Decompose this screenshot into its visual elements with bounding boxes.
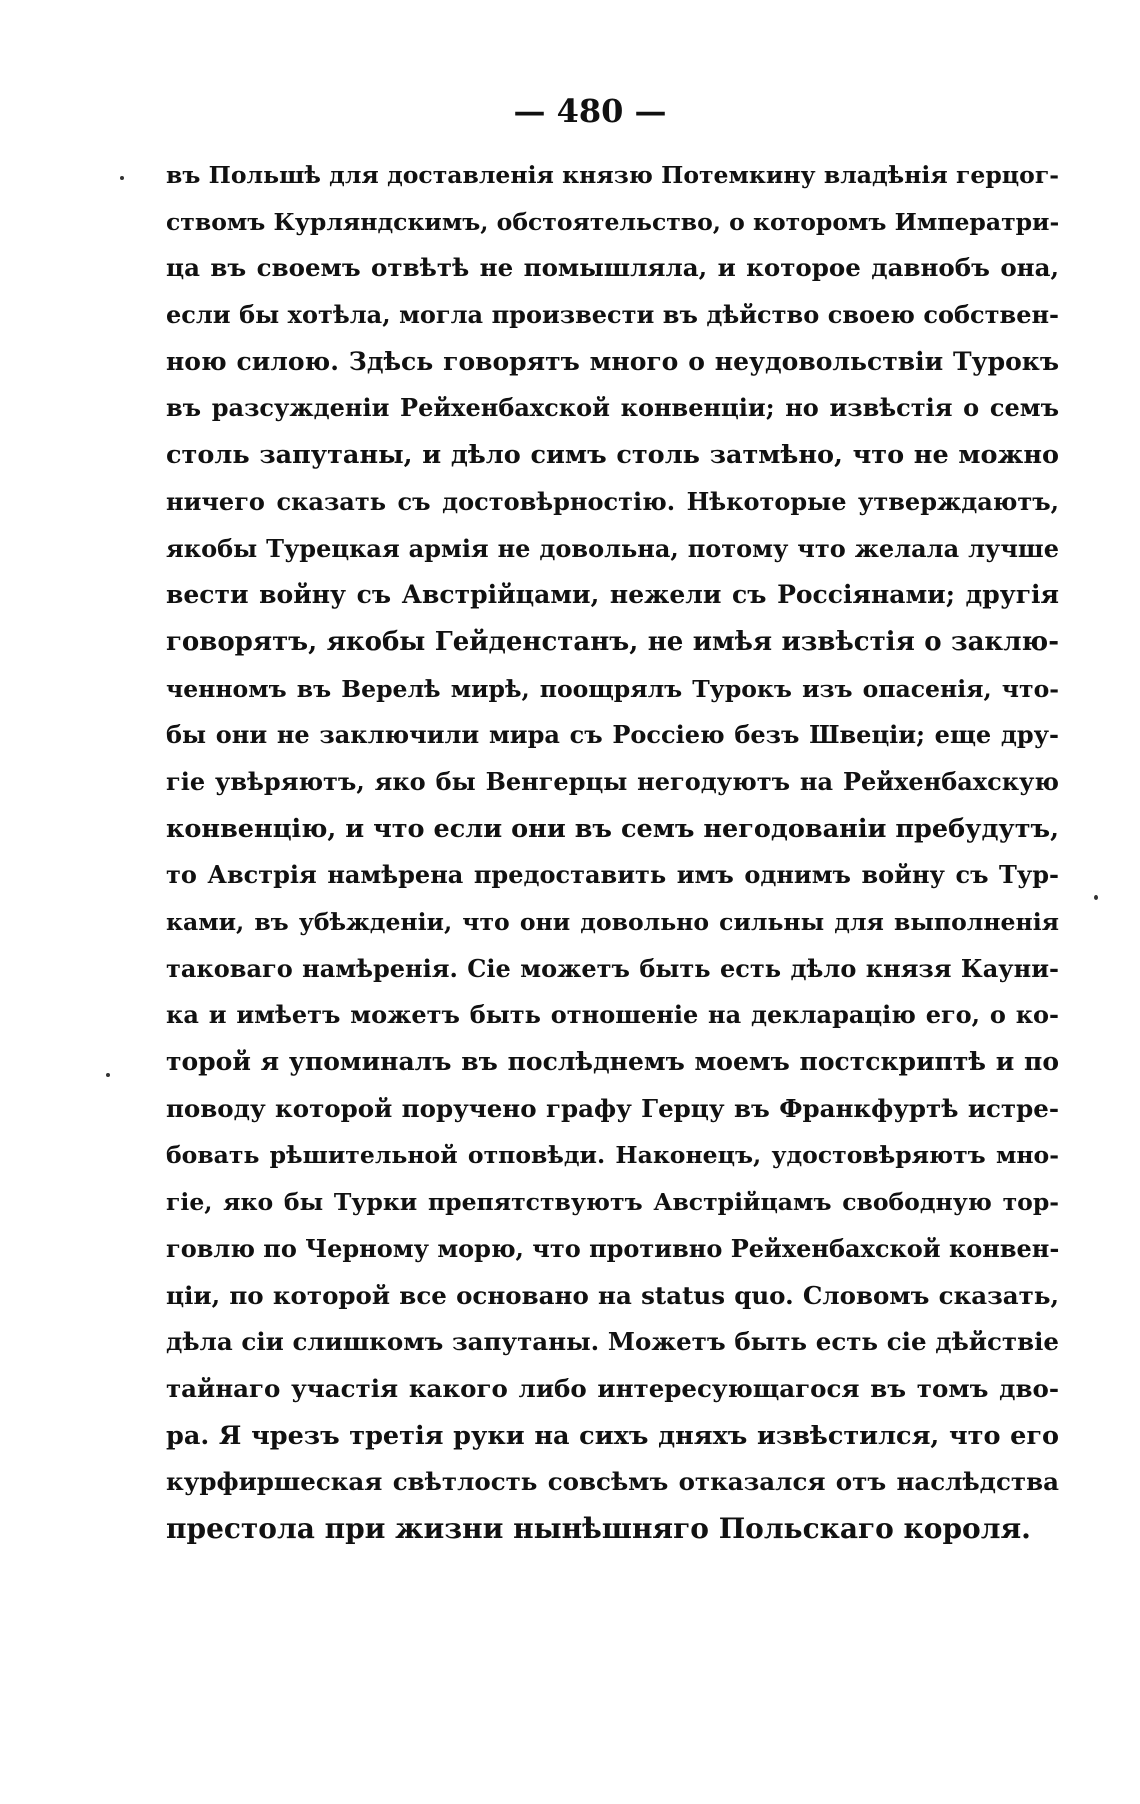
text-line: если бы хотѣла, могла произвести въ дѣйство своею собствен-	[166, 300, 1059, 330]
text-line: говлю по Черному морю, что противно Рейхенбахской конвен-	[166, 1233, 1060, 1263]
text-line: ствомъ Курляндскимъ, обстоятельство, о которомъ Императри-	[166, 207, 1060, 236]
text-line: поводу которой поручено графу Герцу въ Франкфуртѣ истре-	[166, 1093, 1059, 1123]
text-line: торой я упоминалъ въ послѣднемъ моемъ постскриптѣ и по	[166, 1047, 1059, 1077]
text-line: бы они не заключили мира съ Россіею безъ Швеціи; еще дру-	[166, 720, 1059, 750]
text-line: ками, въ убѣжденіи, что они довольно сильны для выполненія	[166, 908, 1059, 936]
page-number: — 480 —	[513, 92, 667, 130]
text-line: таковаго намѣренія. Сіе можетъ быть есть дѣло князя Кауни-	[166, 953, 1059, 983]
text-line: говорятъ, якобы Гейденстанъ, не имѣя извѣстія о заклю-	[166, 626, 1059, 657]
print-speck	[106, 1073, 110, 1077]
text-line: гіе, яко бы Турки препятствуютъ Австрійцамъ свободную тор-	[166, 1188, 1059, 1217]
text-line: ціи, по которой все основано на status quo. Словомъ сказать,	[166, 1280, 1059, 1310]
text-line: дѣла сіи слишкомъ запутаны. Можетъ быть есть сіе дѣйствіе	[166, 1327, 1059, 1357]
text-line: ра. Я чрезъ третія руки на сихъ дняхъ извѣстился, что его	[166, 1420, 1059, 1451]
text-line: курфиршеская свѣтлость совсѣмъ отказался отъ наслѣдства	[166, 1467, 1059, 1497]
text-line: вести войну съ Австрійцами, нежели съ Россіянами; другія	[166, 580, 1059, 610]
text-line: ченномъ въ Верелѣ мирѣ, поощрялъ Турокъ изъ опасенія, что-	[166, 674, 1059, 703]
body-text	[166, 152, 1059, 1553]
text-line: столь запутаны, и дѣло симъ столь затмѣно, что не можно	[166, 440, 1059, 471]
text-line: ца въ своемъ отвѣтѣ не помышляла, и которое давнобъ она,	[166, 253, 1059, 283]
text-line: бовать рѣшительной отповѣди. Наконецъ, удостовѣряютъ мно-	[166, 1141, 1059, 1170]
text-line: ною силою. Здѣсь говорятъ много о неудовольствіи Турокъ	[166, 346, 1059, 376]
text-line: ничего сказать съ достовѣрностію. Нѣкоторые утверждаютъ,	[166, 486, 1059, 516]
text-line: конвенцію, и что если они въ семъ негодованіи пребудутъ,	[166, 813, 1059, 844]
text-line: гіе увѣряютъ, яко бы Венгерцы негодуютъ на Рейхенбахскую	[166, 766, 1059, 796]
text-line: якобы Турецкая армія не довольна, потому что желала лучше	[166, 533, 1059, 563]
text-line: въ разсужденіи Рейхенбахской конвенціи; но извѣстія о семъ	[166, 393, 1059, 423]
text-line: въ Польшѣ для доставленія князю Потемкину владѣнія герцог-	[166, 161, 1059, 189]
text-line: престола при жизни нынѣшняго Польскаго короля.	[166, 1511, 1031, 1545]
print-speck	[1094, 895, 1098, 900]
text-line: ка и имѣетъ можетъ быть отношеніе на декларацію его, о ко-	[166, 1000, 1059, 1030]
text-line: тайнаго участія какого либо интересующагося въ томъ дво-	[166, 1373, 1059, 1403]
text-line: то Австрія намѣрена предоставить имъ однимъ войну съ Тур-	[166, 860, 1059, 890]
print-speck	[120, 176, 124, 180]
